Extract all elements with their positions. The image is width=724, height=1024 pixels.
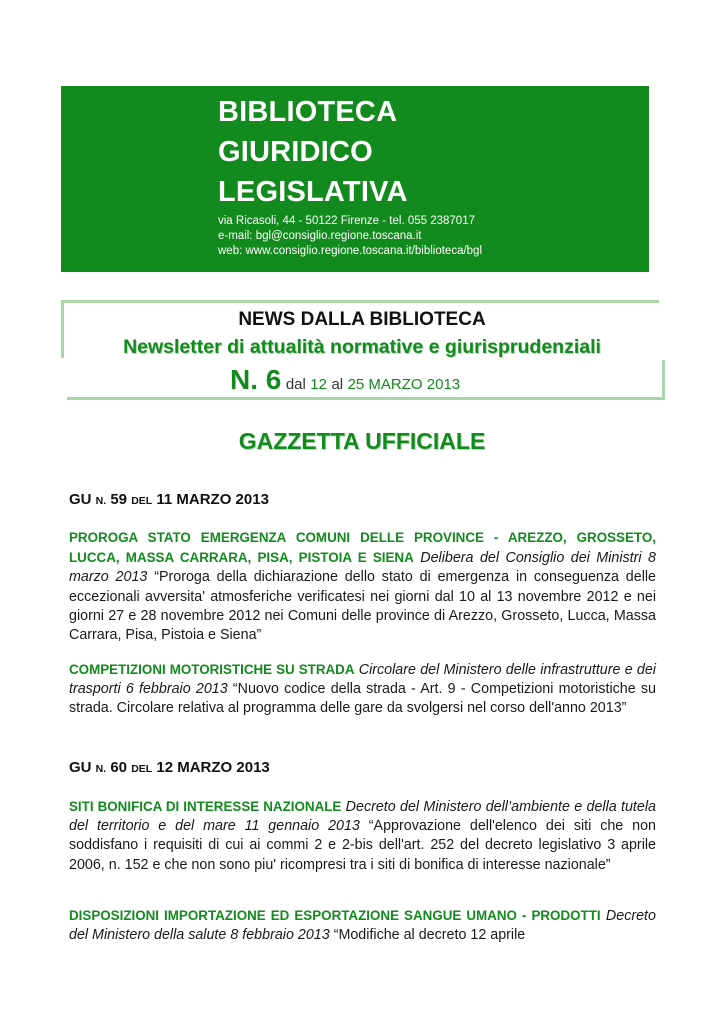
address-line: via Ricasoli, 44 - 50122 Firenze - tel. 055 2387017	[218, 215, 475, 227]
gazette-entry	[69, 906, 656, 945]
gazette-entry	[69, 660, 656, 719]
issue-line	[230, 364, 460, 396]
newsletter-subtitle: Newsletter di attualità normative e giurisprudenziali	[123, 336, 601, 358]
email-line[interactable]: e-mail: bgl@consiglio.regione.toscana.it	[218, 230, 422, 242]
title-line-2: GIURIDICO	[218, 136, 373, 168]
frame-bottom-border	[67, 397, 665, 400]
frame-top-border	[61, 300, 659, 303]
gazette-entry	[69, 528, 656, 645]
gazette-entry	[69, 797, 656, 875]
issue-to-date: 25 MARZO 2013	[347, 376, 461, 393]
entry-text: “Proroga della dichiarazione dello stato di emergenza in conseguenza delle eccezionali avversita' atmosferiche verificatesi nei giorni dal 10 al 13 novembre 2012 e nei giorni 27 e 28 novembre 2012 nei Comuni delle province di Arezzo, Grosseto, Lucca, Massa Carrara, Pisa, Pistoia e Siena”	[69, 569, 656, 644]
entry-text: “Modifiche al decreto 12 aprile	[333, 927, 526, 944]
gu-n-label: N.	[95, 495, 107, 507]
entry-headline[interactable]: DISPOSIZIONI IMPORTAZIONE ED ESPORTAZIONE SANGUE UMANO - PRODOTTI	[69, 908, 601, 923]
gu-date: 11 MARZO 2013	[156, 491, 269, 508]
entry-source: Circolare del Ministero delle infrastrutture e dei trasporti 6 febbraio 2013	[69, 662, 656, 698]
issue-number: N. 6	[230, 364, 282, 395]
gu-number: 60	[110, 759, 128, 776]
header-banner	[61, 86, 649, 272]
contact-info	[218, 214, 482, 259]
gu-label: GU	[69, 759, 92, 776]
entry-headline[interactable]: SITI BONIFICA DI INTERESSE NAZIONALE	[69, 799, 342, 814]
title-line-1: BIBLIOTECA	[218, 96, 398, 128]
section-title: GAZZETTA UFFICIALE	[238, 428, 486, 454]
newsletter-heading: NEWS DALLA BIBLIOTECA	[238, 309, 486, 330]
gu-date: 12 MARZO 2013	[156, 759, 270, 776]
entry-headline[interactable]: PROROGA STATO EMERGENZA COMUNI DELLE PROVINCE - AREZZO, GROSSETO, LUCCA, MASSA CARRARA, PISA, PISTOIA E SIENA	[69, 530, 656, 566]
gazette-heading	[69, 491, 269, 508]
gu-n-label: N.	[95, 763, 107, 775]
frame-right-border	[662, 360, 665, 400]
entry-source: Decreto del Ministero dell’ambiente e della tutela del territorio e del mare 11 gennaio 2013	[69, 799, 656, 835]
issue-dal: dal	[285, 376, 306, 393]
library-title	[218, 92, 408, 212]
gu-number: 59	[110, 491, 128, 508]
entry-headline[interactable]: COMPETIZIONI MOTORISTICHE SU STRADA	[69, 662, 355, 677]
entry-source: Delibera del Consiglio dei Ministri 8 marzo 2013	[69, 550, 656, 586]
entry-text: “Approvazione dell'elenco dei siti che non soddisfano i requisiti di cui ai commi 2 e 2-bis dell'art. 252 del decreto legislativo 3 aprile 2006, n. 152 e che non sono piu' ricompresi tra i siti di bonifica di interesse nazionale”	[69, 818, 656, 873]
gu-label: GU	[69, 491, 92, 508]
issue-from-day: 12	[310, 376, 327, 393]
gazette-heading	[69, 759, 270, 776]
web-line[interactable]: web: www.consiglio.regione.toscana.it/biblioteca/bgl	[218, 245, 483, 257]
issue-al: al	[331, 376, 344, 393]
entry-source: Decreto del Ministero della salute 8 febbraio 2013	[69, 908, 656, 944]
title-line-3: LEGISLATIVA	[218, 176, 408, 208]
gu-del-label: DEL	[131, 495, 153, 507]
entry-text: “Nuovo codice della strada - Art. 9 - Competizioni motoristiche su strada. Circolare relativa al programma delle gare da svolgersi nel corso dell'anno 2013”	[69, 681, 657, 717]
gu-del-label: DEL	[131, 763, 153, 775]
